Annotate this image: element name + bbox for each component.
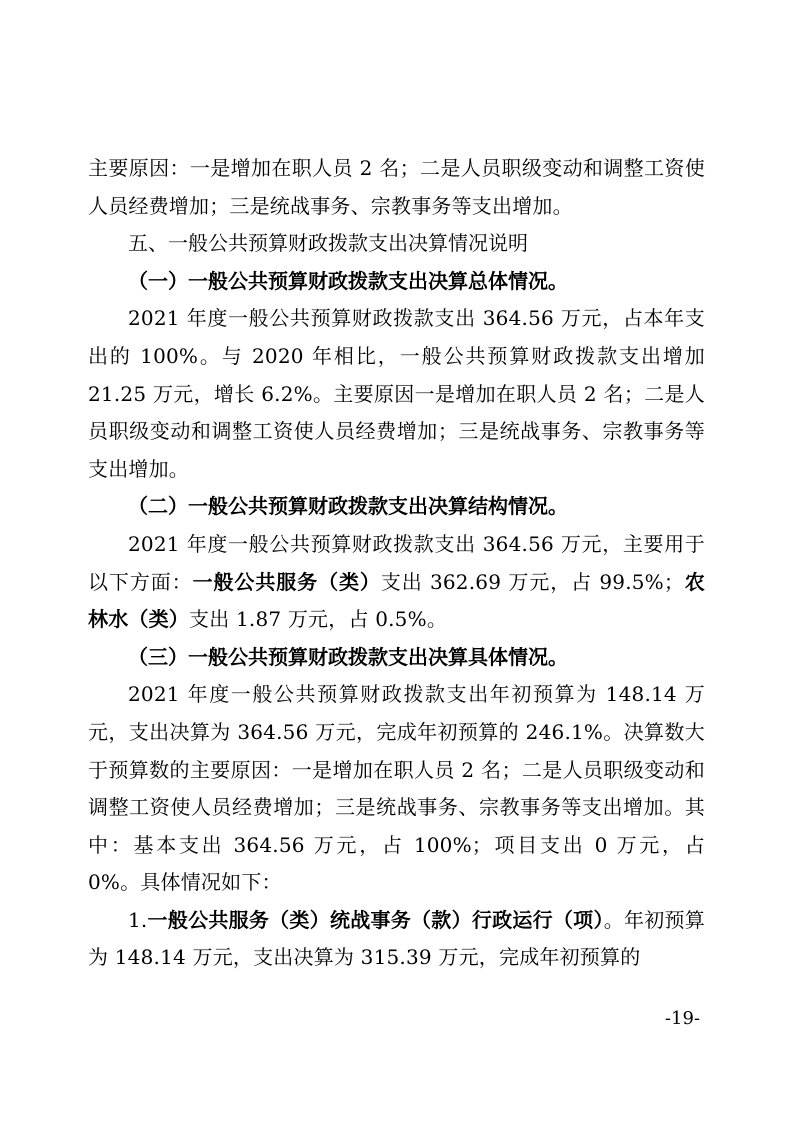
structure-text-a: 2021 年度一般公共预算财政拨款支出 364.56 万元，主要用于以下方面： <box>88 531 705 594</box>
section-heading: 五、一般公共预算财政拨款支出决算情况说明 <box>128 231 528 256</box>
paragraph-details: 2021 年度一般公共预算财政拨款支出年初预算为 148.14 万元，支出决算为 364.56 万元，完成年初预算的 246.1%。决算数大于预算数的主要原因：一是增加在职人员 2 名；二是人员职级变动和调整工资使人员经费增加；三是统战事务、宗教事务等支出增加。其中：基本支出 364.56 万元，占 100%；项目支出 0 万元，占 0%。具体情况如下： <box>88 682 705 895</box>
page-number: -19- <box>664 1008 700 1029</box>
subsection-heading-2: （二）一般公共预算财政拨款支出决算结构情况。 <box>128 494 568 519</box>
item-1-prefix: 1. <box>128 907 148 932</box>
paragraph-structure <box>88 526 705 639</box>
structure-bold-agriculture: 农林水（类） <box>88 569 705 632</box>
document-body <box>88 150 705 977</box>
item-1-text: 。年初预算为 148.14 万元，支出决算为 315.39 万元，完成年初预算的 <box>88 907 705 970</box>
structure-text-c: 支出 1.87 万元，占 0.5%。 <box>189 607 448 632</box>
paragraph-continued: 主要原因：一是增加在职人员 2 名；二是人员职级变动和调整工资使人员经费增加；三是统战事务、宗教事务等支出增加。 <box>88 156 705 218</box>
subsection-heading-3: （三）一般公共预算财政拨款支出决算具体情况。 <box>128 644 568 669</box>
paragraph-overall: 2021 年度一般公共预算财政拨款支出 364.56 万元，占本年支出的 100%。与 2020 年相比，一般公共预算财政拨款支出增加 21.25 万元，增长 6.2%。主要原因一是增加在职人员 2 名；二是人员职级变动和调整工资使人员经费增加；三是统战事务、宗教事务等支出增加。 <box>88 306 705 481</box>
subsection-heading-1: （一）一般公共预算财政拨款支出决算总体情况。 <box>128 268 568 293</box>
structure-text-b: 支出 362.69 万元，占 99.5%； <box>380 569 685 594</box>
paragraph-item-1 <box>88 902 705 977</box>
item-1-bold-title: 一般公共服务（类）统战事务（款）行政运行（项） <box>147 907 604 932</box>
structure-bold-general-services: 一般公共服务（类） <box>192 569 381 594</box>
